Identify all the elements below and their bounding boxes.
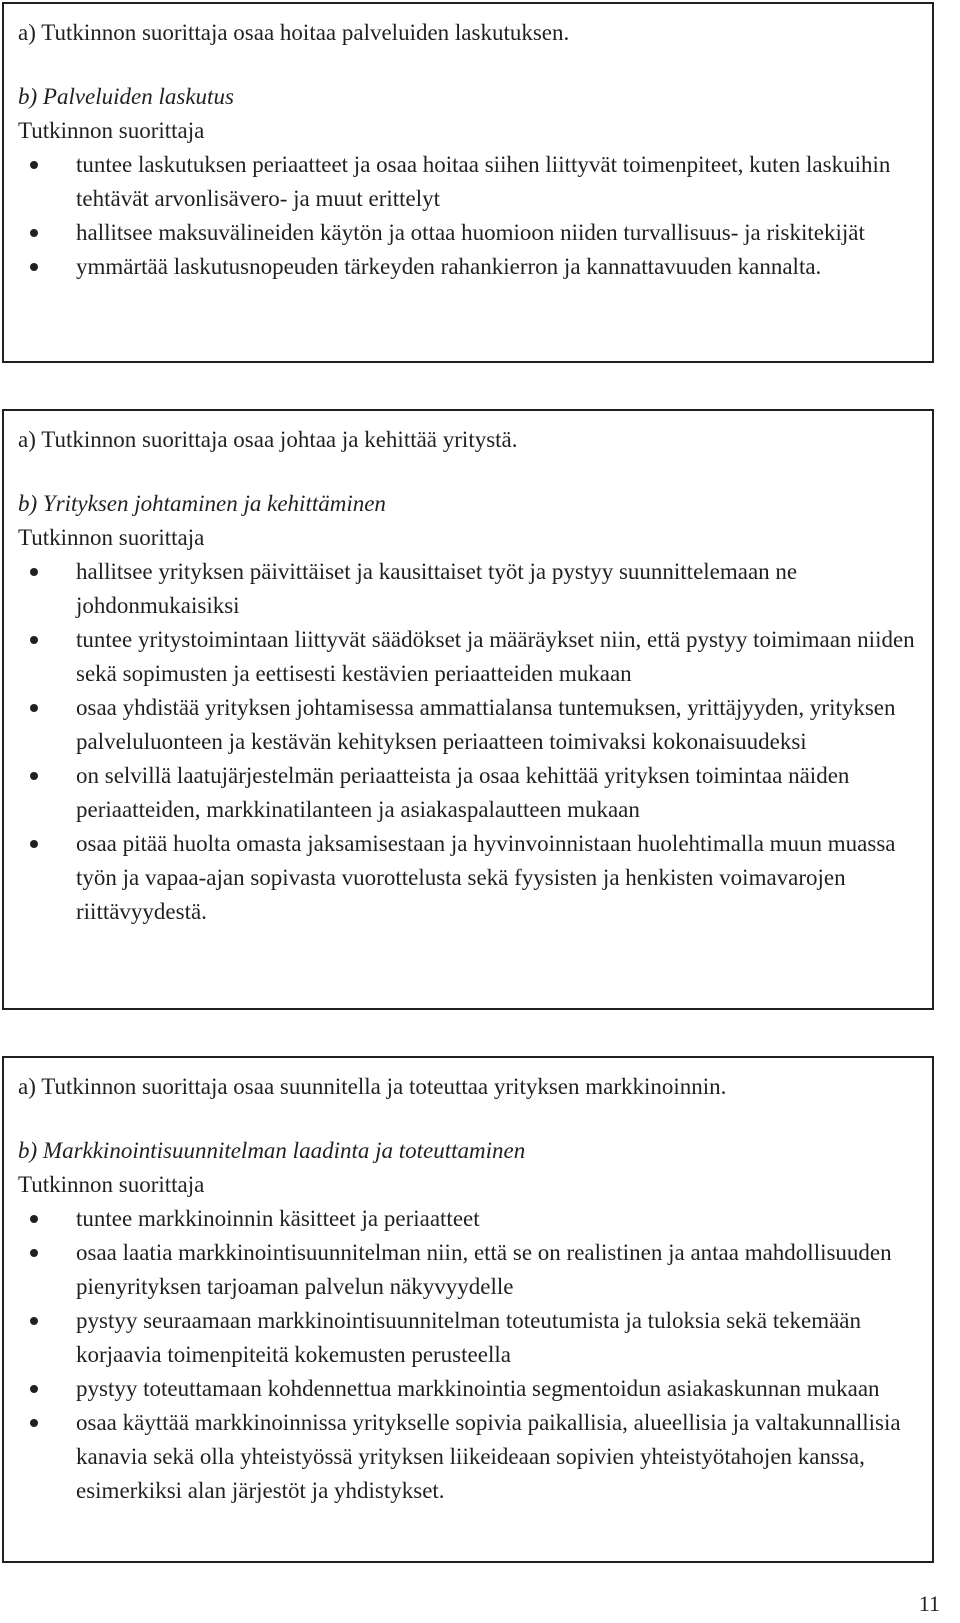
list-item-text: osaa yhdistää yrityksen johtamisessa ammattialansa tuntemuksen, yrittäjyyden, yrityksen palveluluonteen ja kestävän kehityksen periaatteen toimivaksi kokonaisuudeksi xyxy=(76,695,896,754)
list-item xyxy=(18,1372,918,1406)
list-item-text: pystyy toteuttamaan kohdennettua markkinointia segmentoidun asiakaskunnan mukaan xyxy=(76,1376,880,1401)
bullet-icon xyxy=(30,229,38,237)
list-item-text: ymmärtää laskutusnopeuden tärkeyden rahankierron ja kannattavuuden kannalta. xyxy=(76,254,822,279)
list-item xyxy=(18,1304,918,1372)
list-item-text: tuntee markkinoinnin käsitteet ja periaatteet xyxy=(76,1206,480,1231)
list-item xyxy=(18,623,918,691)
bullet-icon xyxy=(30,1317,38,1325)
list-item xyxy=(18,1406,918,1508)
list-item xyxy=(18,250,918,284)
bullet-icon xyxy=(30,161,38,169)
bullet-icon xyxy=(30,636,38,644)
criteria-list xyxy=(18,148,918,284)
list-item-text: pystyy seuraamaan markkinointisuunnitelman toteutumista ja tuloksia sekä tekemään korjaavia toimenpiteitä kokemusten perusteella xyxy=(76,1308,861,1367)
bullet-icon xyxy=(30,263,38,271)
page-number: 11 xyxy=(918,1591,940,1616)
section-objective: a) Tutkinnon suorittaja osaa johtaa ja kehittää yritystä. xyxy=(18,427,518,452)
bullet-icon xyxy=(30,1385,38,1393)
list-item-text: on selvillä laatujärjestelmän periaatteista ja osaa kehittää yrityksen toimintaa näiden periaatteiden, markkinatilanteen ja asiakaspalautteen mukaan xyxy=(76,763,850,822)
bullet-icon xyxy=(30,1249,38,1257)
bullet-icon xyxy=(30,1419,38,1427)
list-item-text: tuntee laskutuksen periaatteet ja osaa hoitaa siihen liittyvät toimenpiteet, kuten laskuihin tehtävät arvonlisävero- ja muut erittelyt xyxy=(76,152,891,211)
list-item-text: hallitsee yrityksen päivittäiset ja kausittaiset työt ja pystyy suunnittelemaan ne johdonmukaisiksi xyxy=(76,559,798,618)
section-box-management xyxy=(2,409,934,1010)
list-item xyxy=(18,1202,918,1236)
list-item-text: hallitsee maksuvälineiden käytön ja ottaa huomioon niiden turvallisuus- ja riskitekijät xyxy=(76,220,865,245)
criteria-list xyxy=(18,555,918,929)
list-item xyxy=(18,555,918,623)
list-item xyxy=(18,827,918,929)
section-objective: a) Tutkinnon suorittaja osaa hoitaa palveluiden laskutuksen. xyxy=(18,20,570,45)
section-lead: Tutkinnon suorittaja xyxy=(18,1172,205,1197)
section-title: b) Markkinointisuunnitelman laadinta ja toteuttaminen xyxy=(18,1138,526,1163)
list-item xyxy=(18,1236,918,1304)
section-box-marketing xyxy=(2,1056,934,1563)
list-item-text: osaa pitää huolta omasta jaksamisestaan ja hyvinvoinnistaan huolehtimalla muun muassa työn ja vapaa-ajan sopivasta vuorottelusta sekä fyysisten ja henkisten voimavarojen riittävyydestä. xyxy=(76,831,896,924)
section-box-billing xyxy=(2,2,934,363)
criteria-list xyxy=(18,1202,918,1508)
section-title: b) Yrityksen johtaminen ja kehittäminen xyxy=(18,491,386,516)
list-item xyxy=(18,216,918,250)
list-item-text: osaa käyttää markkinoinnissa yritykselle sopivia paikallisia, alueellisia ja valtakunnallisia kanavia sekä olla yhteistyössä yrityksen liikeideaan sopivien yhteistyötahojen kanssa, esimerkiksi alan järjestöt ja yhdistykset. xyxy=(76,1410,901,1503)
bullet-icon xyxy=(30,704,38,712)
bullet-icon xyxy=(30,772,38,780)
list-item xyxy=(18,148,918,216)
bullet-icon xyxy=(30,568,38,576)
list-item xyxy=(18,759,918,827)
bullet-icon xyxy=(30,1215,38,1223)
section-title: b) Palveluiden laskutus xyxy=(18,84,234,109)
list-item-text: osaa laatia markkinointisuunnitelman niin, että se on realistinen ja antaa mahdollisuuden pienyrityksen tarjoaman palvelun näkyvyydelle xyxy=(76,1240,892,1299)
list-item-text: tuntee yritystoimintaan liittyvät säädökset ja määräykset niin, että pystyy toimimaan niiden sekä sopimusten ja eettisesti kestävien periaatteiden mukaan xyxy=(76,627,915,686)
section-objective: a) Tutkinnon suorittaja osaa suunnitella ja toteuttaa yrityksen markkinoinnin. xyxy=(18,1074,727,1099)
section-lead: Tutkinnon suorittaja xyxy=(18,118,205,143)
list-item xyxy=(18,691,918,759)
bullet-icon xyxy=(30,840,38,848)
section-lead: Tutkinnon suorittaja xyxy=(18,525,205,550)
